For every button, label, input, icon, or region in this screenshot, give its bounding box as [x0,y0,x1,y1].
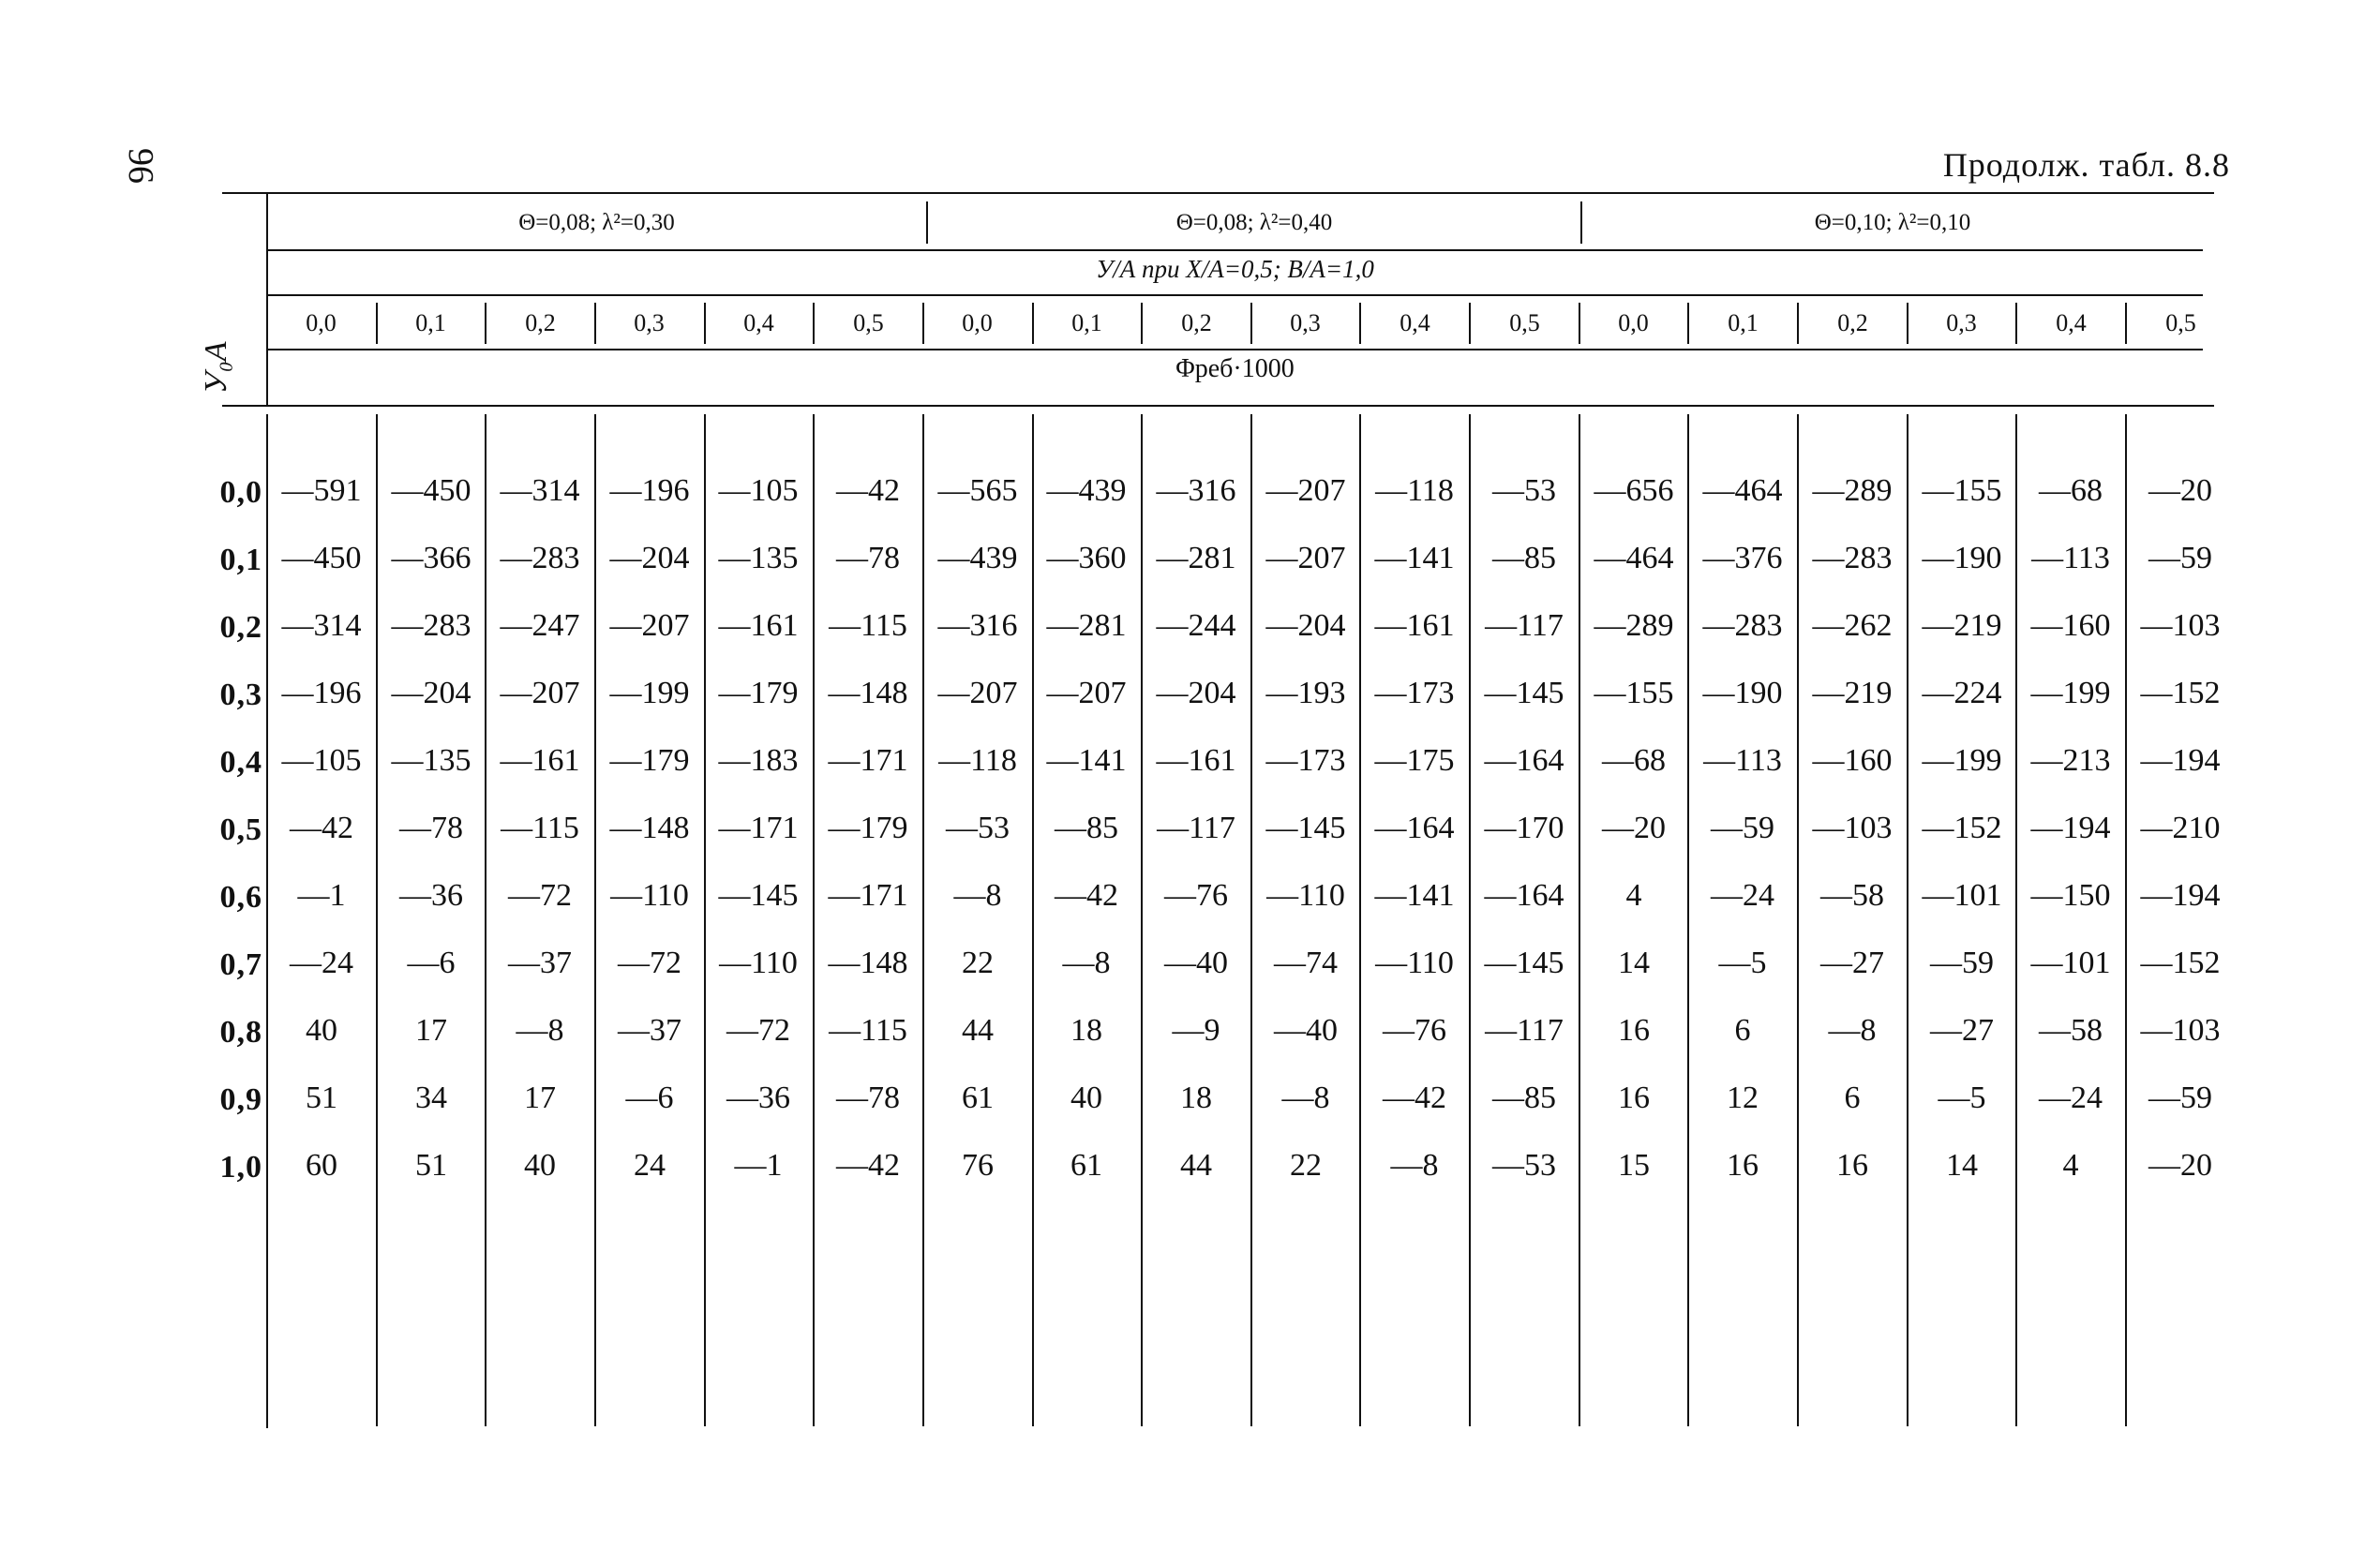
row-label: 0,5 [219,812,262,847]
table-cell: —1 [297,878,346,913]
column-label: 0,5 [2165,309,2196,336]
table-cell: —160 [1812,743,1893,778]
group-rule [267,249,2203,251]
table-cell: —24 [1711,878,1774,913]
table-cell: —53 [946,811,1010,845]
table-cell: —76 [1164,878,1228,913]
table-cell: 76 [962,1148,994,1183]
y-axis-label: У₀А [199,341,233,394]
table-cell: —194 [2140,743,2221,778]
table-cell: —439 [937,541,1018,575]
column-label: 0,1 [1728,309,1759,336]
group-label: Θ=0,08; λ²=0,40 [1175,210,1333,235]
table-cell: —224 [1922,676,2002,710]
table-cell: —289 [1594,608,1674,643]
table-cell: —164 [1484,743,1564,778]
table-cell: —85 [1055,811,1118,845]
row-label: 0,7 [219,947,262,982]
table-cell: —148 [828,676,908,710]
table-cell: 51 [415,1148,447,1183]
table-cell: —194 [2140,878,2221,913]
column-separator [1579,414,1580,1426]
table-cell: —141 [1374,541,1455,575]
table-cell: —464 [1594,541,1674,575]
column-label: 0,0 [1618,309,1649,336]
table-cell: 12 [1727,1081,1759,1115]
table-cell: 44 [1180,1148,1212,1183]
column-separator [1469,414,1471,1426]
column-separator [485,414,486,1426]
table-cell: —118 [938,743,1017,778]
table-cell: —103 [2140,608,2221,643]
column-separator [376,414,378,1426]
table-cell: —27 [1930,1013,1994,1048]
table-cell: —8 [1390,1148,1439,1183]
table-cell: —179 [609,743,690,778]
table-cell: —105 [718,473,799,508]
table-cell: —8 [953,878,1002,913]
table-cell: 18 [1180,1081,1212,1115]
table-cell: —150 [2030,878,2111,913]
row-label: 0,6 [219,880,262,915]
table-cell: —281 [1156,541,1236,575]
table-cell: —8 [1062,946,1111,980]
table-cell: —316 [1156,473,1236,508]
table-cell: 61 [1070,1148,1102,1183]
value-label: Φреб·1000 [1175,354,1295,383]
table-cell: 17 [415,1013,447,1048]
table-cell: 44 [962,1013,994,1048]
table-cell: —190 [1702,676,1783,710]
row-label: 0,2 [219,610,262,645]
table-title: Продолж. табл. 8.8 [1942,146,2230,184]
table-cell: —78 [836,1081,900,1115]
column-label: 0,3 [634,309,665,336]
table-cell: —110 [1266,878,1345,913]
table-cell: 16 [1727,1148,1759,1183]
table-cell: —289 [1812,473,1893,508]
table-cell: —161 [500,743,580,778]
table-cell: —366 [391,541,472,575]
table-cell: —219 [1922,608,2002,643]
table-cell: —59 [2148,1081,2212,1115]
column-label: 0,2 [525,309,556,336]
table-cell: —179 [718,676,799,710]
table-cell: —24 [290,946,353,980]
row-label: 0,8 [219,1015,262,1050]
table-cell: —155 [1922,473,2002,508]
table-cell: —171 [718,811,799,845]
table-cell: 14 [1946,1148,1978,1183]
column-separator [2015,414,2017,1426]
column-separator [1032,414,1034,1426]
column-separator [1141,414,1143,1426]
table-cell: —314 [500,473,580,508]
table-cell: —8 [1828,1013,1877,1048]
table-cell: 14 [1618,946,1650,980]
table-cell: 4 [1625,878,1642,913]
column-label: 0,4 [743,309,774,336]
table-cell: —314 [281,608,362,643]
table-cell: —316 [937,608,1018,643]
table-cell: —183 [718,743,799,778]
table-cell: —439 [1046,473,1127,508]
table-cell: —42 [836,473,900,508]
table-cell: —20 [1602,811,1666,845]
column-separator [704,414,706,1426]
column-label: 0,2 [1181,309,1212,336]
table-cell: —110 [1375,946,1454,980]
column-label: 0,5 [853,309,884,336]
table-cell: —58 [2039,1013,2103,1048]
table-cell: 16 [1618,1081,1650,1115]
table-cell: —247 [500,608,580,643]
table-cell: —175 [1374,743,1455,778]
table-cell: —204 [1265,608,1346,643]
table-cell: 40 [1070,1081,1102,1115]
table-cell: —101 [1922,878,2002,913]
table-cell: —283 [1702,608,1783,643]
table-cell: —72 [508,878,572,913]
table-cell: 60 [306,1148,337,1183]
column-label: 0,0 [962,309,993,336]
column-separator [1359,414,1361,1426]
table-cell: —164 [1484,878,1564,913]
page-number: 96 [121,148,160,184]
table-cell: —37 [618,1013,681,1048]
table-cell: —113 [1703,743,1782,778]
group-label: Θ=0,08; λ²=0,30 [518,210,675,235]
table-cell: —42 [1055,878,1118,913]
table-cell: —103 [2140,1013,2221,1048]
table-cell: —450 [391,473,472,508]
table-cell: —24 [2039,1081,2103,1115]
table-cell: —204 [391,676,472,710]
table-cell: —170 [1484,811,1564,845]
table-cell: 16 [1618,1013,1650,1048]
table-cell: —262 [1812,608,1893,643]
table-cell: 4 [2062,1148,2079,1183]
table-cell: —145 [1484,676,1564,710]
table-cell: —8 [516,1013,564,1048]
header-bottom-rule [222,405,2214,407]
table-cell: —171 [828,743,908,778]
table-cell: —68 [2039,473,2103,508]
column-label: 0,5 [1509,309,1540,336]
table-cell: —42 [836,1148,900,1183]
table-cell: —194 [2030,811,2111,845]
table-cell: —145 [718,878,799,913]
table-cell: —40 [1164,946,1228,980]
table-cell: —58 [1820,878,1884,913]
table-cell: —135 [718,541,799,575]
table-cell: —53 [1492,473,1556,508]
table-cell: 16 [1836,1148,1868,1183]
table-cell: —196 [609,473,690,508]
table-cell: —219 [1812,676,1893,710]
table-cell: —72 [618,946,681,980]
table-cell: 40 [306,1013,337,1048]
table-cell: —565 [937,473,1018,508]
row-label: 0,9 [219,1082,262,1117]
table-cell: —376 [1702,541,1783,575]
table-cell: —8 [1281,1081,1330,1115]
table-cell: —152 [2140,676,2221,710]
table-cell: —199 [609,676,690,710]
table-cell: —1 [734,1148,783,1183]
table-cell: —105 [281,743,362,778]
column-separator [922,414,924,1426]
table-cell: —152 [2140,946,2221,980]
table-cell: —207 [609,608,690,643]
table-cell: —117 [1157,811,1235,845]
table-cell: —42 [1383,1081,1446,1115]
table-cell: —196 [281,676,362,710]
table-cell: —591 [281,473,362,508]
table-cell: —72 [726,1013,790,1048]
table-cell: —85 [1492,1081,1556,1115]
column-separator [813,414,815,1426]
column-separator [1907,414,1908,1426]
table-cell: —76 [1383,1013,1446,1048]
column-label: 0,4 [1400,309,1430,336]
table-cell: —59 [2148,541,2212,575]
column-label: 0,2 [1837,309,1868,336]
column-label: 0,4 [2056,309,2087,336]
table-cell: —78 [836,541,900,575]
table-cell: —199 [1922,743,2002,778]
table-cell: —40 [1274,1013,1338,1048]
table-cell: 40 [524,1148,556,1183]
row-label: 0,4 [219,745,262,780]
table-cell: —141 [1046,743,1127,778]
table-cell: —161 [1156,743,1236,778]
table-cell: —117 [1485,1013,1564,1048]
body-left-border [266,414,268,1428]
table-cell: —283 [391,608,472,643]
table-cell: —148 [828,946,908,980]
table-cell: —9 [1172,1013,1220,1048]
table-cell: 6 [1734,1013,1751,1048]
table-cell: —171 [828,878,908,913]
table-cell: —118 [1375,473,1454,508]
table-cell: —244 [1156,608,1236,643]
table-cell: 51 [306,1081,337,1115]
column-separator [1250,414,1252,1426]
row-label: 0,1 [219,543,262,577]
table-cell: —450 [281,541,362,575]
column-label-rule [267,349,2203,350]
table-cell: —113 [2031,541,2110,575]
table-cell: —141 [1374,878,1455,913]
column-label: 0,1 [1071,309,1102,336]
table-cell: —74 [1274,946,1338,980]
table-cell: —115 [829,608,907,643]
table-cell: —160 [2030,608,2111,643]
subheader: У/А при X/A=0,5; B/A=1,0 [1096,255,1374,283]
table-cell: —161 [1374,608,1455,643]
table-cell: —27 [1820,946,1884,980]
table-cell: —190 [1922,541,2002,575]
table-cell: —115 [829,1013,907,1048]
table-cell: —20 [2148,1148,2212,1183]
table-cell: —110 [719,946,798,980]
column-label: 0,3 [1946,309,1977,336]
table-cell: —42 [290,811,353,845]
table-cell: —68 [1602,743,1666,778]
table-cell: —36 [726,1081,790,1115]
table-cell: —207 [500,676,580,710]
table-cell: —173 [1265,743,1346,778]
row-label: 1,0 [219,1150,262,1185]
table-cell: —59 [1711,811,1774,845]
table-cell: —78 [399,811,463,845]
table-cell: 17 [524,1081,556,1115]
column-label: 0,0 [306,309,337,336]
top-rule [222,192,2214,194]
table-cell: —145 [1265,811,1346,845]
table-cell: —193 [1265,676,1346,710]
column-separator [1797,414,1799,1426]
table-cell: —37 [508,946,572,980]
table-cell: —117 [1485,608,1564,643]
table-cell: —199 [2030,676,2111,710]
table-cell: —115 [501,811,579,845]
table-cell: —20 [2148,473,2212,508]
table-cell: 15 [1618,1148,1650,1183]
table-cell: —148 [609,811,690,845]
column-label: 0,3 [1290,309,1321,336]
table-cell: —152 [1922,811,2002,845]
table-cell: —135 [391,743,472,778]
table-cell: 22 [1290,1148,1322,1183]
table-cell: 22 [962,946,994,980]
table-cell: —5 [1718,946,1767,980]
table-cell: —207 [1265,473,1346,508]
table-cell: 6 [1844,1081,1861,1115]
table-cell: —103 [1812,811,1893,845]
column-separator [1687,414,1689,1426]
table-cell: —656 [1594,473,1674,508]
table-cell: —53 [1492,1148,1556,1183]
column-label: 0,1 [415,309,446,336]
table-cell: —360 [1046,541,1127,575]
table-cell: —36 [399,878,463,913]
table-cell: —110 [610,878,689,913]
table-cell: —207 [1046,676,1127,710]
table-cell: —283 [500,541,580,575]
table-cell: —85 [1492,541,1556,575]
table-cell: 34 [415,1081,447,1115]
table-cell: —213 [2030,743,2111,778]
table-cell: —464 [1702,473,1783,508]
table-cell: —283 [1812,541,1893,575]
column-separator [594,414,596,1426]
table-cell: —155 [1594,676,1674,710]
table-cell: —207 [937,676,1018,710]
table-cell: —207 [1265,541,1346,575]
table-cell: —179 [828,811,908,845]
group-label: Θ=0,10; λ²=0,10 [1814,210,1971,235]
table-cell: —101 [2030,946,2111,980]
table-cell: —59 [1930,946,1994,980]
table-cell: —281 [1046,608,1127,643]
table-cell: —6 [625,1081,674,1115]
row-label: 0,3 [219,678,262,712]
row-label: 0,0 [219,475,262,510]
table-cell: 24 [634,1148,666,1183]
table-cell: —164 [1374,811,1455,845]
table-cell: 61 [962,1081,994,1115]
table-cell: —210 [2140,811,2221,845]
table-cell: —204 [1156,676,1236,710]
table-cell: —6 [407,946,456,980]
table-cell: 18 [1070,1013,1102,1048]
table-cell: —145 [1484,946,1564,980]
table-cell: —204 [609,541,690,575]
table-cell: —5 [1938,1081,1986,1115]
table-cell: —173 [1374,676,1455,710]
column-separator [2125,414,2127,1426]
table-cell: —161 [718,608,799,643]
